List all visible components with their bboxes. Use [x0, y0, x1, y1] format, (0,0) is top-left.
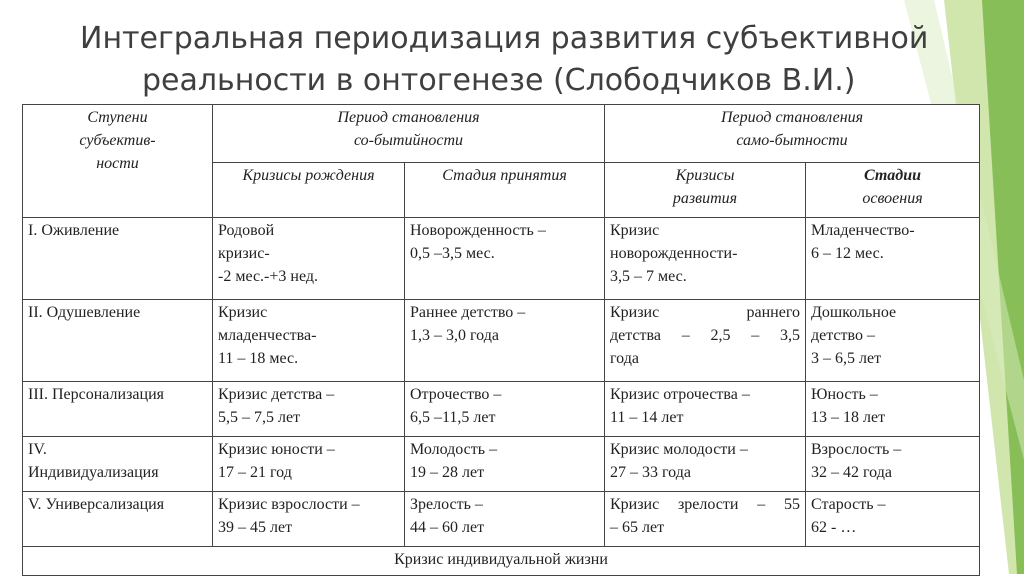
header-text: само-бытности — [736, 132, 848, 149]
table-row — [23, 218, 980, 300]
stage-cell — [23, 492, 213, 547]
acceptance-cell — [405, 218, 605, 300]
cell-text: 0,5 –3,5 мес. — [410, 245, 495, 262]
cell-text: 6,5 –11,5 лет — [410, 409, 496, 426]
header-text: Период становления — [720, 109, 864, 126]
header-text: ности — [96, 155, 139, 172]
cell-text: 11 – 14 лет — [610, 409, 684, 426]
birth-crisis-cell — [213, 437, 405, 492]
justified-line — [610, 493, 800, 516]
header-text: Период становления — [337, 109, 480, 126]
cell-text: 19 – 28 лет — [410, 464, 485, 481]
acceptance-cell — [405, 300, 605, 382]
cell-text: Кризис взрослости – — [218, 496, 360, 513]
header-text: Кризисы — [675, 167, 735, 184]
cell-text: I. Оживление — [28, 222, 120, 239]
cell-text: детство – — [811, 327, 875, 344]
justified-line — [610, 301, 800, 324]
cell-text: -2 мес.-+3 нед. — [218, 268, 318, 285]
cell-text: 3,5 — [779, 327, 800, 344]
cell-text: Отрочество – — [410, 386, 502, 403]
cell-text: – — [757, 496, 766, 513]
cell-text: года — [610, 350, 639, 367]
cell-text: Кризис — [610, 496, 660, 513]
cell-text: 13 – 18 лет — [811, 409, 886, 426]
cell-text: 39 – 45 лет — [218, 519, 293, 536]
mastery-cell — [806, 382, 980, 437]
mastery-cell — [806, 492, 980, 547]
stage-cell — [23, 300, 213, 382]
development-crisis-cell — [605, 218, 806, 300]
header-stages — [23, 105, 213, 218]
cell-text: младенчества- — [218, 327, 317, 344]
acceptance-cell — [405, 382, 605, 437]
header-period-cobeing — [213, 105, 605, 163]
header-row-1 — [23, 105, 980, 163]
cell-text: новорожденности- — [610, 245, 738, 262]
cell-text: 3,5 – 7 мес. — [610, 268, 687, 285]
cell-text: Юность – — [811, 386, 878, 403]
cell-text: 3 – 6,5 лет — [811, 350, 882, 367]
cell-text: Индивидуализация — [28, 464, 159, 481]
table-row — [23, 492, 980, 547]
mastery-cell — [806, 300, 980, 382]
table-row — [23, 437, 980, 492]
individual-life-crisis-cell: Кризис индивидуальной жизни — [23, 547, 980, 576]
cell-text: раннего — [746, 304, 800, 321]
cell-text: Младенчество- — [811, 222, 915, 239]
development-crisis-cell — [605, 492, 806, 547]
cell-text: Взрослость – — [811, 441, 902, 458]
cell-text: Старость – — [811, 496, 886, 513]
cell-text: 6 – 12 мес. — [811, 245, 884, 262]
cell-text: Кризис отрочества – — [610, 386, 750, 403]
cell-text: зрелости — [677, 496, 739, 513]
cell-text: II. Одушевление — [28, 304, 141, 321]
cell-text: 27 – 33 года — [610, 464, 691, 481]
cell-text: Кризис — [610, 222, 660, 239]
cell-text: 44 – 60 лет — [410, 519, 485, 536]
header-text: Ступени — [87, 109, 148, 126]
cell-text: Кризис — [218, 304, 268, 321]
cell-text: Кризис — [610, 304, 660, 321]
cell-text: – — [751, 327, 760, 344]
header-text: развития — [672, 190, 738, 207]
cell-text: IV. — [28, 441, 47, 458]
cell-text: детства — [610, 327, 661, 344]
development-crisis-cell — [605, 382, 806, 437]
cell-text: 55 — [783, 496, 800, 513]
birth-crisis-cell — [213, 492, 405, 547]
cell-text: 1,3 – 3,0 года — [410, 327, 499, 344]
table-row — [23, 300, 980, 382]
title-line-1: Интегральная периодизация развития субъективной — [80, 21, 929, 56]
cell-text: Родовой — [218, 222, 275, 239]
cell-text: – — [681, 327, 690, 344]
cell-text: – 65 лет — [610, 519, 665, 536]
header-acceptance-stage: Стадия принятия — [405, 163, 605, 218]
development-crisis-cell — [605, 437, 806, 492]
birth-crisis-cell — [213, 218, 405, 300]
cell-text: V. Универсализация — [28, 496, 165, 513]
cell-text: 32 – 42 года — [811, 464, 892, 481]
justified-line — [610, 324, 800, 347]
cell-text: Кризис детства – — [218, 386, 335, 403]
table-row — [23, 382, 980, 437]
header-text: Стадии — [863, 167, 922, 184]
cell-text: Молодость – — [410, 441, 498, 458]
cell-text: 5,5 – 7,5 лет — [218, 409, 301, 426]
cell-text: 62 - … — [811, 519, 857, 536]
cell-text: Раннее детство – — [410, 304, 526, 321]
periodization-table — [22, 104, 980, 576]
cell-text: 17 – 21 год — [218, 464, 292, 481]
header-text: освоения — [862, 190, 923, 207]
stage-cell — [23, 382, 213, 437]
cell-text: Кризис молодости – — [610, 441, 748, 458]
slide-title — [80, 18, 960, 102]
header-period-selfbeing — [605, 105, 980, 163]
header-development-crises — [605, 163, 806, 218]
header-mastery-stages — [806, 163, 980, 218]
title-line-2: реальности в онтогенезе (Слободчиков В.И.) — [142, 63, 856, 98]
cell-text: 2,5 — [710, 327, 731, 344]
cell-text: III. Персонализация — [28, 386, 164, 403]
mastery-cell — [806, 437, 980, 492]
cell-text: Зрелость – — [410, 496, 483, 513]
stage-cell — [23, 437, 213, 492]
cell-text: 11 – 18 мес. — [218, 350, 299, 367]
header-birth-crises: Кризисы рождения — [213, 163, 405, 218]
acceptance-cell — [405, 437, 605, 492]
cell-text: Новорожденность – — [410, 222, 546, 239]
acceptance-cell — [405, 492, 605, 547]
header-text: со-бытийности — [353, 132, 464, 149]
table-row-individual-life-crisis — [23, 547, 980, 576]
development-crisis-cell — [605, 300, 806, 382]
birth-crisis-cell — [213, 300, 405, 382]
mastery-cell — [806, 218, 980, 300]
cell-text: кризис- — [218, 245, 270, 262]
cell-text: Кризис юности – — [218, 441, 335, 458]
birth-crisis-cell — [213, 382, 405, 437]
stage-cell — [23, 218, 213, 300]
cell-text: Дошкольное — [811, 304, 897, 321]
header-text: субъектив- — [79, 132, 156, 149]
